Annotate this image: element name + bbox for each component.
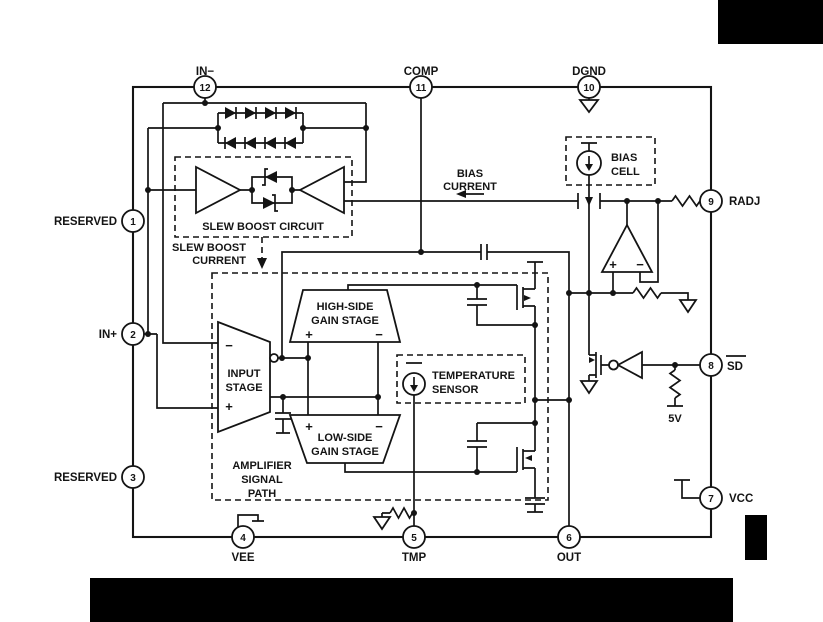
sd-inverter-symbol [618,352,642,378]
pin-5-number: 5 [411,533,417,544]
tmp-resistor-icon [390,508,413,518]
diode-icon [225,107,236,119]
low-side-minus-sign: − [375,419,383,434]
polarity-signs [225,257,644,434]
bias-cell-label-line2: CELL [611,166,640,178]
low-side-label-line1: LOW-SIDE [317,432,373,444]
pin-1-number: 1 [130,217,136,228]
pin-8-number: 8 [708,361,714,372]
pin-11-number: 11 [415,83,427,94]
pin-3-number: 3 [130,473,136,484]
pin-10-label: DGND [572,66,606,78]
input-stage-label-line2: STAGE [225,382,263,394]
slew-boost-current-arrow-icon [257,258,267,269]
pin-9-number: 9 [708,197,714,208]
diode-icon [245,137,256,149]
slew-boost-current-label-line1: SLEW BOOST [172,242,246,254]
amplifier-signal-path-label-line3: PATH [247,488,277,500]
pin-10 [572,66,606,98]
pin-2-number: 2 [130,330,136,341]
slew-boost-current-label-line2: CURRENT [192,255,246,267]
bias-cell-current-source [577,151,601,175]
pin-9 [700,190,760,212]
slew-boost-circuit-label: SLEW BOOST CIRCUIT [202,221,324,233]
opamp-plus-sign: + [609,257,617,272]
pin-3 [54,466,144,488]
high-side-label-line1: HIGH-SIDE [316,301,374,313]
pin-5 [402,526,427,564]
pin-2-label: IN+ [98,329,117,341]
pin-4-number: 4 [240,533,246,544]
low-side-label-line2: GAIN STAGE [311,446,379,458]
sd-pullup-resistor-icon [670,370,680,398]
pin-1 [54,210,144,232]
pin-5-label: TMP [401,552,427,564]
diode-icon [245,107,256,119]
tmp-ground-icon [374,517,390,529]
bias-mosfet-arrow-icon [585,197,593,206]
opamp-minus-sign: − [636,257,644,272]
radj-resistor-icon [672,196,700,206]
pin-12-number: 12 [199,83,211,94]
input-stage-label-line1: INPUT [227,368,261,380]
low-side-mosfet-arrow-icon [525,455,532,461]
pin-9-label: RADJ [729,196,761,208]
pin-6-number: 6 [566,533,572,544]
inverter-bubble [609,361,618,370]
pin-6-label: OUT [556,552,582,564]
pin-10-number: 10 [583,83,595,94]
input-stage-plus-sign: + [225,399,233,414]
limiter-diode-icon [265,171,277,183]
limiter-diode-icon [263,197,275,209]
buffer-amp-icon [300,167,344,213]
pin-1-label: RESERVED [53,216,117,228]
diode-icon [285,107,296,119]
diode-icon [265,107,276,119]
pin-6 [557,526,581,564]
pin-3-label: RESERVED [53,472,117,484]
bottom-black-bar [90,578,733,622]
pin-12 [194,66,216,98]
pin-7 [700,487,753,509]
slew-boost-symbols [196,167,344,213]
resistors [390,196,700,518]
pin-7-label: VCC [729,493,754,505]
supply-5v-label: 5V [668,413,682,425]
diode-icon [285,137,296,149]
temperature-sensor-label-line2: SENSOR [432,384,479,396]
pin-12-label: IN− [195,66,215,78]
dgnd-ground-icon [580,100,598,112]
sd-fet-ground-icon [581,381,597,393]
pin-11 [404,66,439,98]
bias-current-label-line1: BIAS [456,168,484,180]
pin-7-number: 7 [708,494,714,505]
high-side-minus-sign: − [375,327,383,342]
feedback-resistor-icon [633,288,661,298]
temperature-sensor-current-source [403,373,425,395]
pin-4 [231,526,254,564]
pin-8 [700,354,746,376]
high-side-mosfet-arrow-icon [524,295,531,301]
bias-current-label-line2: CURRENT [443,181,497,193]
high-side-plus-sign: + [305,327,313,342]
temperature-sensor-label-line1: TEMPERATURE [432,370,515,382]
inverting-output-bubble [270,354,278,362]
amplifier-signal-path-label-line1: AMPLIFIER [232,460,292,472]
sd-mosfet-arrow-icon [589,357,595,363]
top-right-black-bar [718,0,823,44]
low-side-plus-sign: + [305,419,313,434]
pin-8-label: SD [727,361,743,373]
pin-11-label: COMP [403,66,439,78]
right-black-mark [745,515,767,560]
input-stage-minus-sign: − [225,338,233,353]
high-side-label-line2: GAIN STAGE [311,315,379,327]
bias-ground-icon [680,300,696,312]
bias-cell-label-line1: BIAS [611,152,638,164]
buffer-amp-icon [196,167,240,213]
diode-icon [265,137,276,149]
diode-icon [225,137,236,149]
pin-4-label: VEE [231,552,255,564]
amplifier-signal-path-label-line2: SIGNAL [241,474,283,486]
pin-2 [99,323,144,345]
